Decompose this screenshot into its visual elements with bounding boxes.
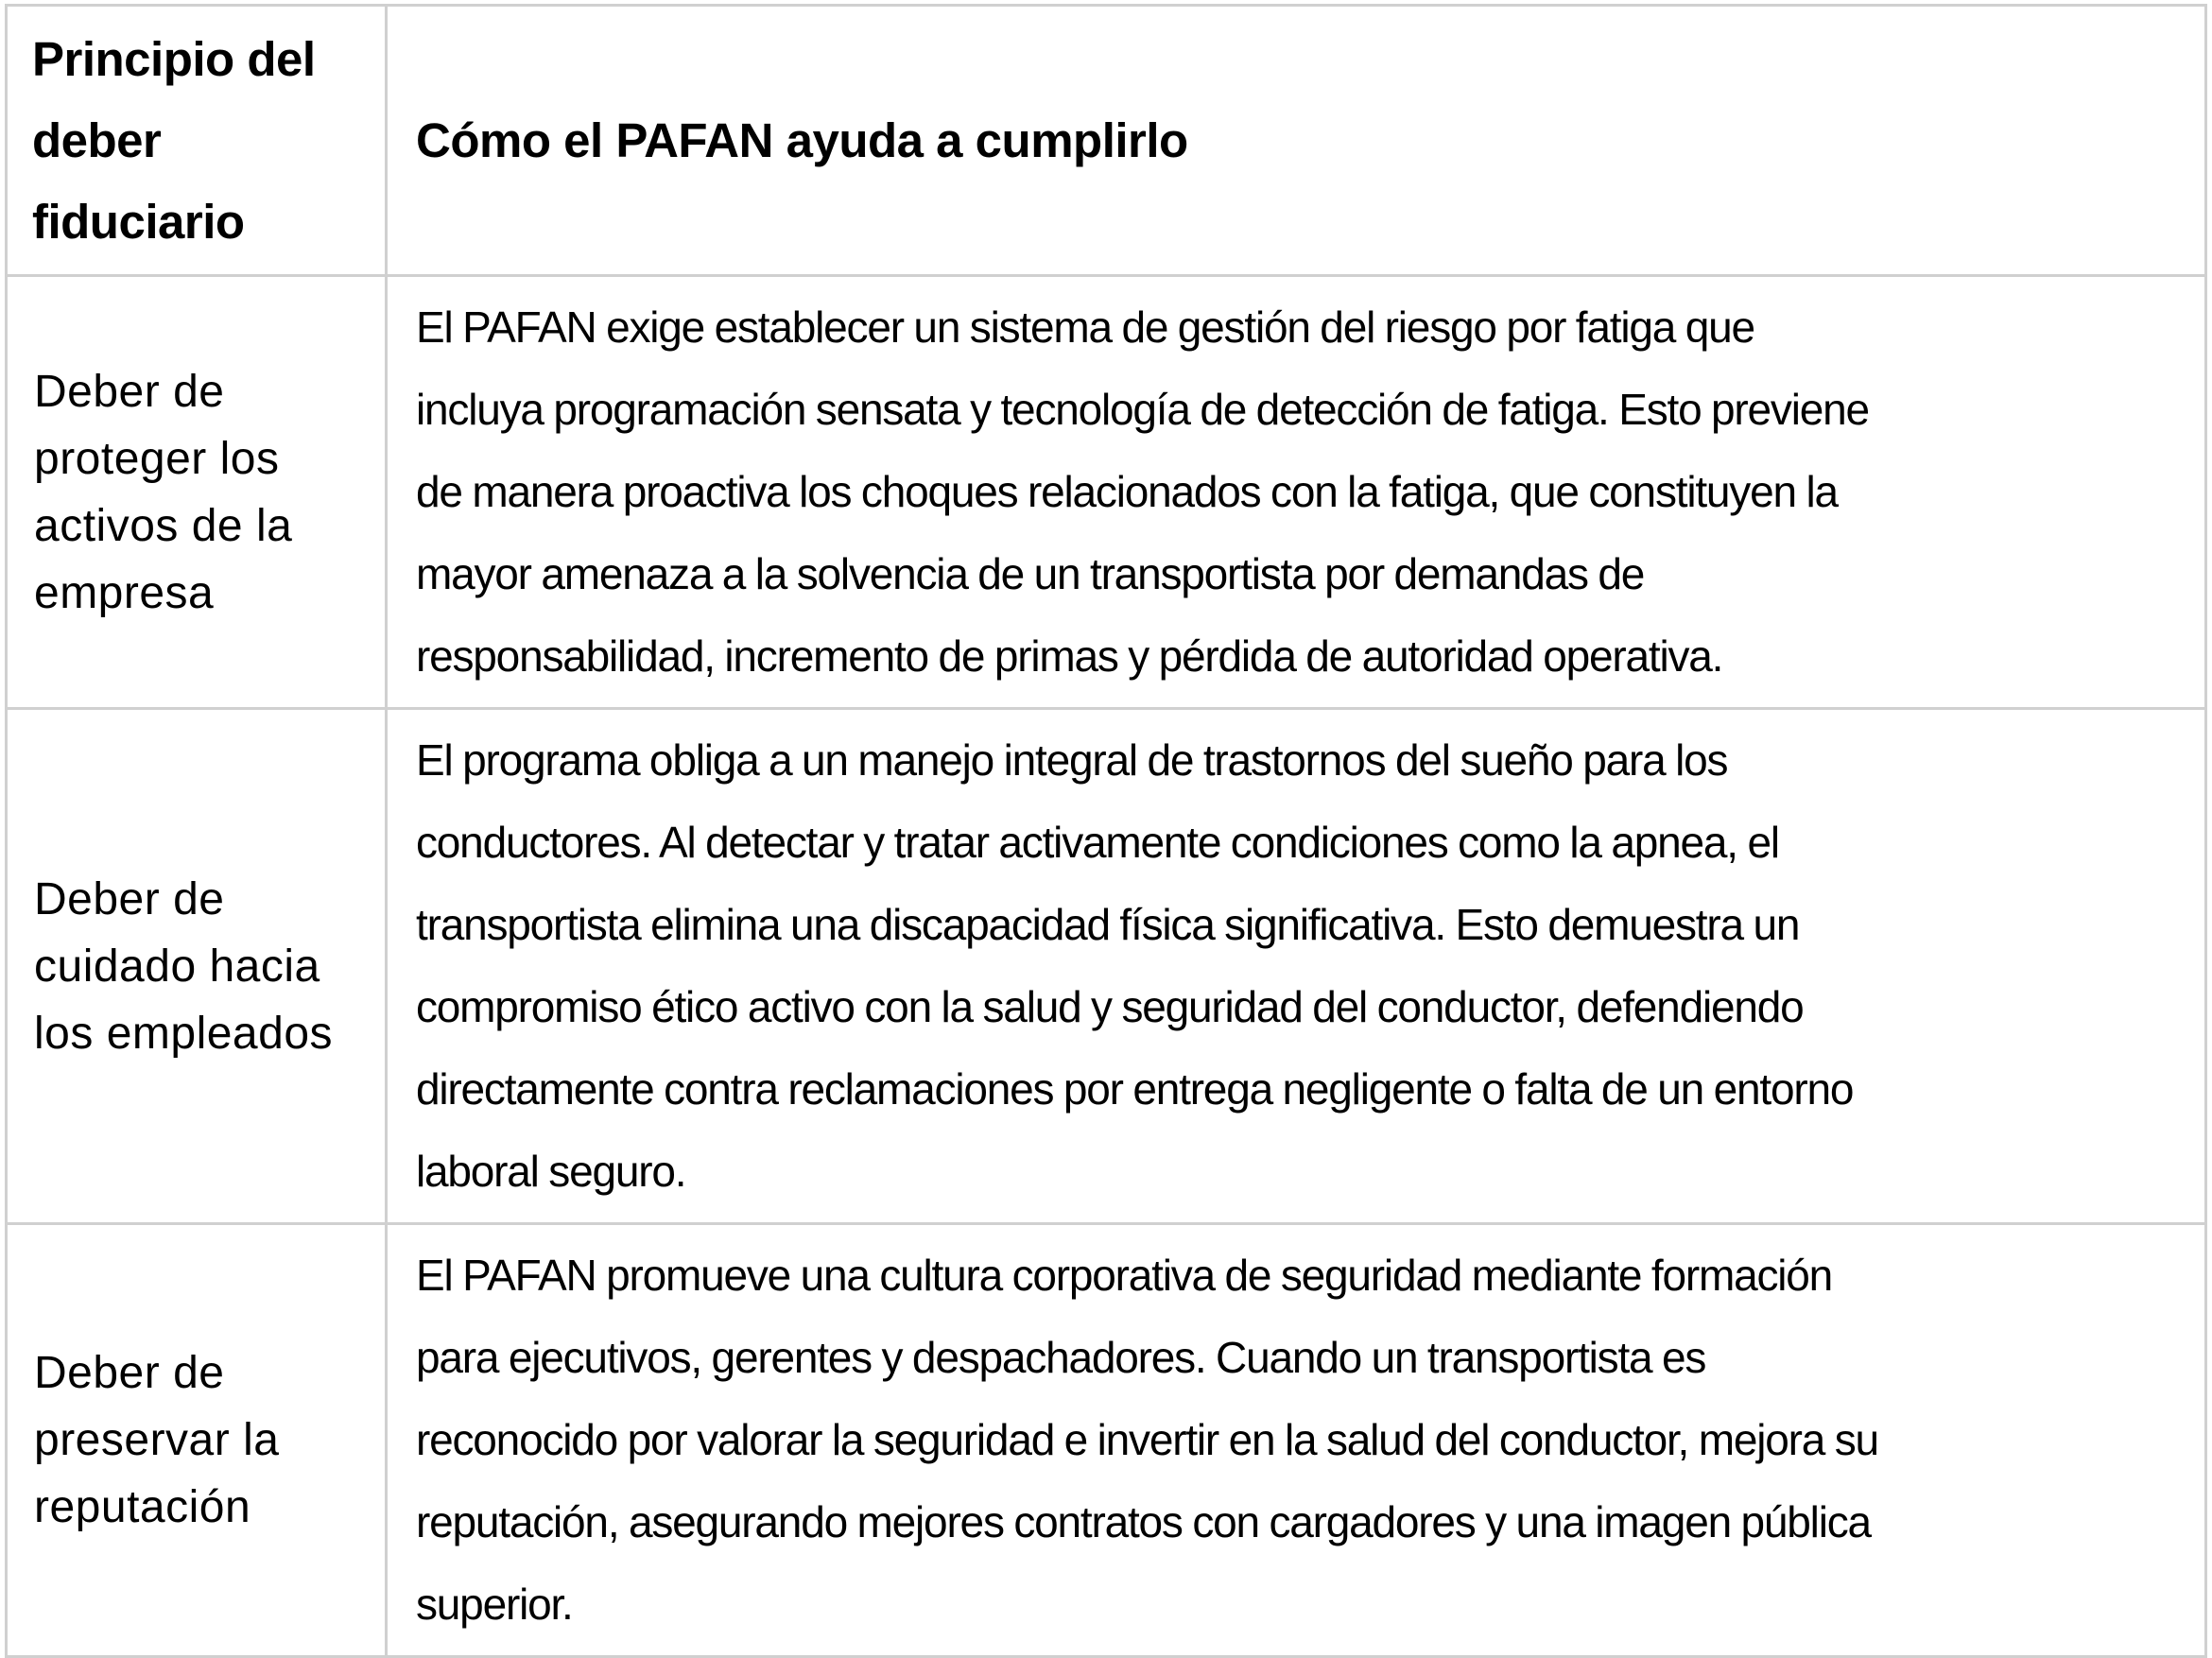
table-header-row — [7, 6, 2206, 276]
description-text: El programa obliga a un manejo integral de trastornos del sueño para los conductores. Al detectar y tratar activamente condiciones como la apnea, el transportista elimina una discapacidad física significativa. Esto demuestra un compromiso ético activo con la salud y seguridad del conductor, defendiendo directamente contra reclamaciones por entrega negligente o falta de un entorno laboral seguro. — [416, 735, 1854, 1196]
table-row — [7, 709, 2206, 1224]
description-cell — [387, 709, 2206, 1224]
table-row — [7, 276, 2206, 709]
description-cell — [387, 1224, 2206, 1657]
header-cell-how — [387, 6, 2206, 276]
description-text: El PAFAN promueve una cultura corporativa de seguridad mediante formación para ejecutivos, gerentes y despachadores. Cuando un transportista es reconocido por valorar la seguridad e invertir en la salud del conductor, mejora su reputación, asegurando mejores contratos con cargadores y una imagen pública superior. — [416, 1251, 1878, 1629]
principle-cell: Deber de preservar la reputación — [7, 1224, 387, 1657]
description-text: El PAFAN exige establecer un sistema de gestión del riesgo por fatiga que incluya programación sensata y tecnología de detección de fatiga. Esto previene de manera proactiva los choques relacionados con la fatiga, que constituyen la mayor amenaza a la solvencia de un transportista por demandas de responsabilidad, incremento de primas y pérdida de autoridad operativa. — [416, 302, 1869, 681]
description-cell — [387, 276, 2206, 709]
header-cell-principle — [7, 6, 387, 276]
principle-cell: Deber de proteger los activos de la empresa — [7, 276, 387, 709]
principle-cell: Deber de cuidado hacia los empleados — [7, 709, 387, 1224]
header-label-principle: Principio del deber fiduciario — [32, 31, 316, 249]
fiduciary-duty-table — [5, 4, 2207, 1658]
table-row — [7, 1224, 2206, 1657]
header-label-how: Cómo el PAFAN ayuda a cumplirlo — [416, 112, 1188, 167]
